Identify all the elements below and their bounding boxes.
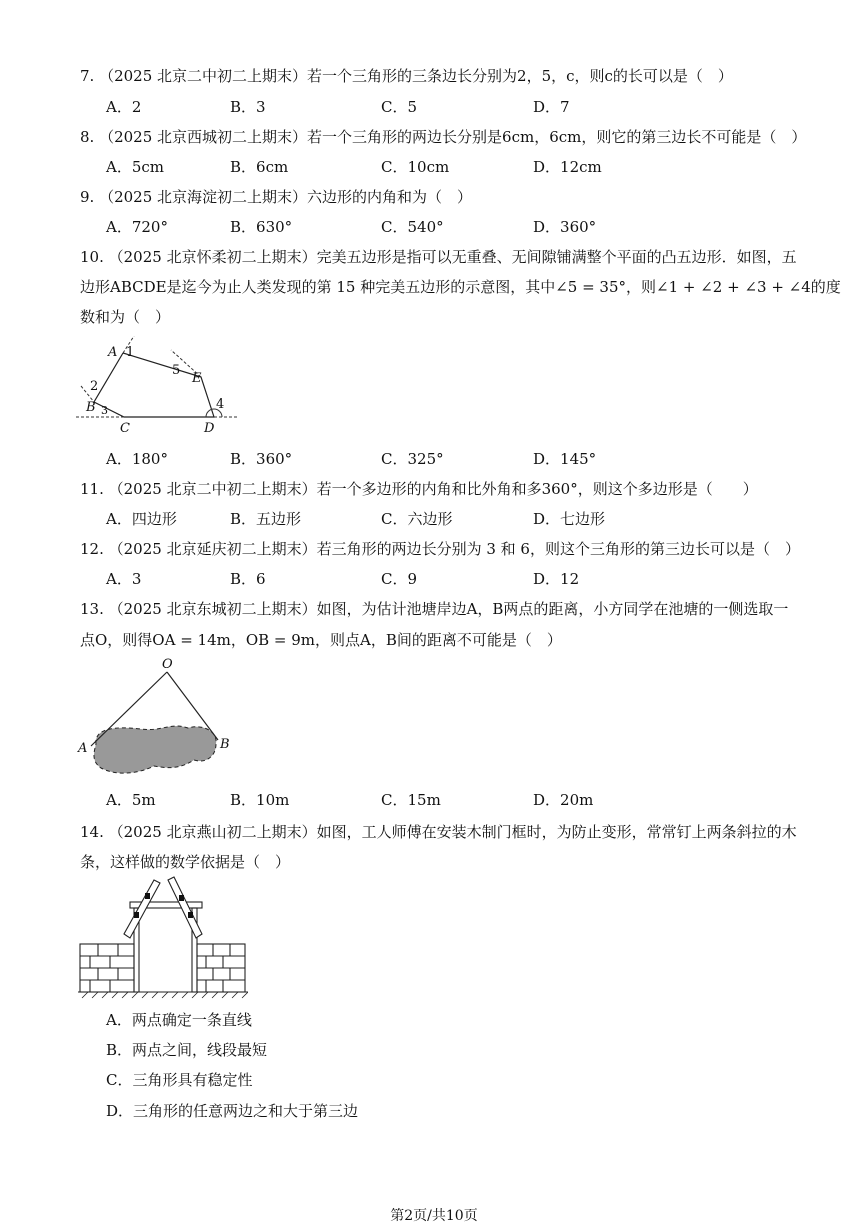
q13-option-b: B．10m <box>230 791 290 809</box>
q10-option-b: B．360° <box>230 450 293 468</box>
label-4: 4 <box>216 397 225 412</box>
q7-option-b: B．3 <box>230 98 266 116</box>
question-13-text-line2: 点O，则得OA = 14m，OB = 9m，则点A，B间的距离不可能是（ ） <box>80 631 562 649</box>
q9-option-b: B．630° <box>230 218 293 236</box>
question-13-text-line1: 13. （2025 北京东城初二上期末）如图，为估计池塘岸边A，B两点的距离，小方同学在池塘的一侧选取一 <box>80 600 789 618</box>
q8-option-d: D．12cm <box>533 158 602 176</box>
q11-option-d: D．七边形 <box>533 510 606 528</box>
label-e: E <box>192 371 202 386</box>
label-b: B <box>86 400 96 415</box>
q14-option-c: C．三角形具有稳定性 <box>106 1071 253 1089</box>
q11-option-a: A．四边形 <box>106 510 177 528</box>
q13-option-d: D．20m <box>533 791 594 809</box>
q14-option-b: B．两点之间，线段最短 <box>106 1041 268 1059</box>
label-a: A <box>108 345 118 360</box>
q9-option-c: C．540° <box>381 218 444 236</box>
q9-option-d: D．360° <box>533 218 597 236</box>
label-d: D <box>204 421 215 436</box>
q12-option-c: C．9 <box>381 570 418 588</box>
question-10-text-line3: 数和为（ ） <box>80 308 171 326</box>
label-a-pond: A <box>78 741 88 756</box>
question-9-text: 9. （2025 北京海淀初二上期末）六边形的内角和为（ ） <box>80 188 473 206</box>
q13-option-a: A．5m <box>106 791 156 809</box>
label-b-pond: B <box>220 737 230 752</box>
q14-option-d: D．三角形的任意两边之和大于第三边 <box>106 1102 359 1120</box>
pond-figure <box>76 656 236 781</box>
q7-option-d: D．7 <box>533 98 570 116</box>
question-7-text: 7. （2025 北京二中初二上期末）若一个三角形的三条边长分别为2，5，c，则c的长可以是（ ） <box>80 67 733 85</box>
q7-option-a: A．2 <box>106 98 142 116</box>
q12-option-d: D．12 <box>533 570 580 588</box>
q10-option-c: C．325° <box>381 450 444 468</box>
label-o: O <box>162 657 173 672</box>
question-8-text: 8. （2025 北京西城初二上期末）若一个三角形的两边长分别是6cm，6cm，则它的第三边长不可能是（ ） <box>80 128 807 146</box>
question-10-text-line2: 边形ABCDE是迄今为止人类发现的第 15 种完美五边形的示意图，其中∠5 = 35°，则∠1 + ∠2 + ∠3 + ∠4的度 <box>80 278 841 296</box>
question-10-text-line1: 10. （2025 北京怀柔初二上期末）完美五边形是指可以无重叠、无间隙铺满整个平面的凸五边形．如图，五 <box>80 248 797 266</box>
question-14-text-line1: 14. （2025 北京燕山初二上期末）如图，工人师傅在安装木制门框时，为防止变形，常常钉上两条斜拉的木 <box>80 823 797 841</box>
q12-option-b: B．6 <box>230 570 266 588</box>
q14-option-a: A．两点确定一条直线 <box>106 1011 252 1029</box>
question-12-text: 12. （2025 北京延庆初二上期末）若三角形的两边长分别为 3 和 6，则这个三角形的第三边长可以是（ ） <box>80 540 800 558</box>
page-footer: 第2页/共10页 <box>390 1208 478 1224</box>
q11-option-b: B．五边形 <box>230 510 302 528</box>
q10-option-d: D．145° <box>533 450 597 468</box>
q8-option-c: C．10cm <box>381 158 450 176</box>
label-c: C <box>120 421 130 436</box>
q10-option-a: A．180° <box>106 450 168 468</box>
q7-option-c: C．5 <box>381 98 418 116</box>
q9-option-a: A．720° <box>106 218 168 236</box>
q12-option-a: A．3 <box>106 570 142 588</box>
q8-option-a: A．5cm <box>106 158 165 176</box>
question-11-text: 11. （2025 北京二中初二上期末）若一个多边形的内角和比外角和多360°，则这个多边形是（ ） <box>80 480 758 498</box>
pentagon-figure <box>76 336 246 436</box>
label-1: 1 <box>126 345 135 360</box>
q8-option-b: B．6cm <box>230 158 289 176</box>
label-3: 3 <box>101 404 108 417</box>
question-14-text-line2: 条，这样做的数学依据是（ ） <box>80 853 291 871</box>
door-frame-figure <box>78 876 248 1000</box>
label-2: 2 <box>90 379 99 394</box>
label-5: 5 <box>172 363 181 378</box>
q11-option-c: C．六边形 <box>381 510 453 528</box>
q13-option-c: C．15m <box>381 791 441 809</box>
